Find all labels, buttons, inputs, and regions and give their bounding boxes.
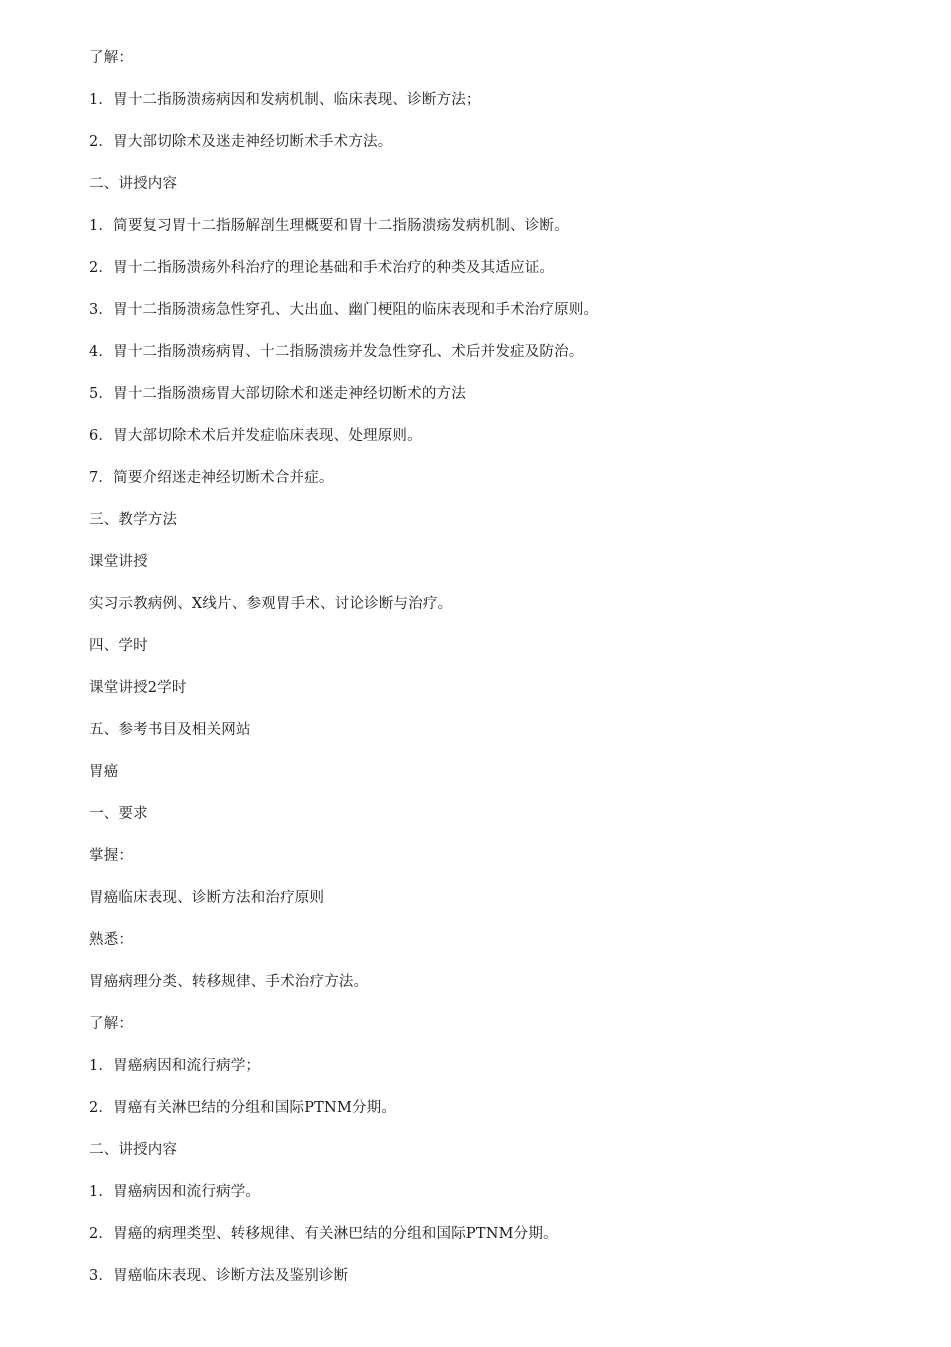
text-line: 5．胃十二指肠溃疡胃大部切除术和迷走神经切断术的方法	[89, 386, 466, 402]
text-line: 2．胃大部切除术及迷走神经切断术手术方法。	[89, 134, 393, 150]
section-heading: 四、学时	[89, 638, 148, 654]
text-line: 2．胃十二指肠溃疡外科治疗的理论基础和手术治疗的种类及其适应证。	[89, 260, 555, 276]
chapter-title: 胃癌	[89, 764, 119, 780]
text-line: 实习示教病例、X线片、参观胃手术、讨论诊断与治疗。	[89, 596, 453, 612]
text-line: 1．简要复习胃十二指肠解剖生理概要和胃十二指肠溃疡发病机制、诊断。	[89, 218, 569, 234]
text-line: 1．胃癌病因和流行病学。	[89, 1184, 261, 1200]
text-line: 胃癌病理分类、转移规律、手术治疗方法。	[89, 974, 369, 990]
text-line: 2．胃癌的病理类型、转移规律、有关淋巴结的分组和国际PTNM分期。	[89, 1226, 558, 1242]
text-line: 6．胃大部切除术术后并发症临床表现、处理原则。	[89, 428, 422, 444]
section-heading: 一、要求	[89, 806, 148, 822]
text-line: 1．胃癌病因和流行病学；	[89, 1058, 261, 1074]
text-line: 4．胃十二指肠溃疡病胃、十二指肠溃疡并发急性穿孔、术后并发症及防治。	[89, 344, 584, 360]
text-line: 掌握：	[89, 848, 134, 864]
text-line: 课堂讲授2学时	[89, 680, 187, 696]
text-line: 熟悉：	[89, 932, 134, 948]
section-heading: 三、教学方法	[89, 512, 178, 528]
section-heading: 二、讲授内容	[89, 176, 178, 192]
text-line: 7．简要介绍迷走神经切断术合并症。	[89, 470, 334, 486]
text-line: 3．胃十二指肠溃疡急性穿孔、大出血、幽门梗阻的临床表现和手术治疗原则。	[89, 302, 599, 318]
document-body	[89, 46, 909, 1306]
text-line: 3．胃癌临床表现、诊断方法及鉴别诊断	[89, 1268, 349, 1284]
text-line: 课堂讲授	[89, 554, 148, 570]
text-line: 1．胃十二指肠溃疡病因和发病机制、临床表现、诊断方法；	[89, 92, 481, 108]
text-line: 了解：	[89, 1016, 134, 1032]
text-line: 2．胃癌有关淋巴结的分组和国际PTNM分期。	[89, 1100, 397, 1116]
section-heading: 二、讲授内容	[89, 1142, 178, 1158]
text-line: 了解：	[89, 50, 134, 66]
section-heading: 五、参考书目及相关网站	[89, 722, 251, 738]
text-line: 胃癌临床表现、诊断方法和治疗原则	[89, 890, 325, 906]
